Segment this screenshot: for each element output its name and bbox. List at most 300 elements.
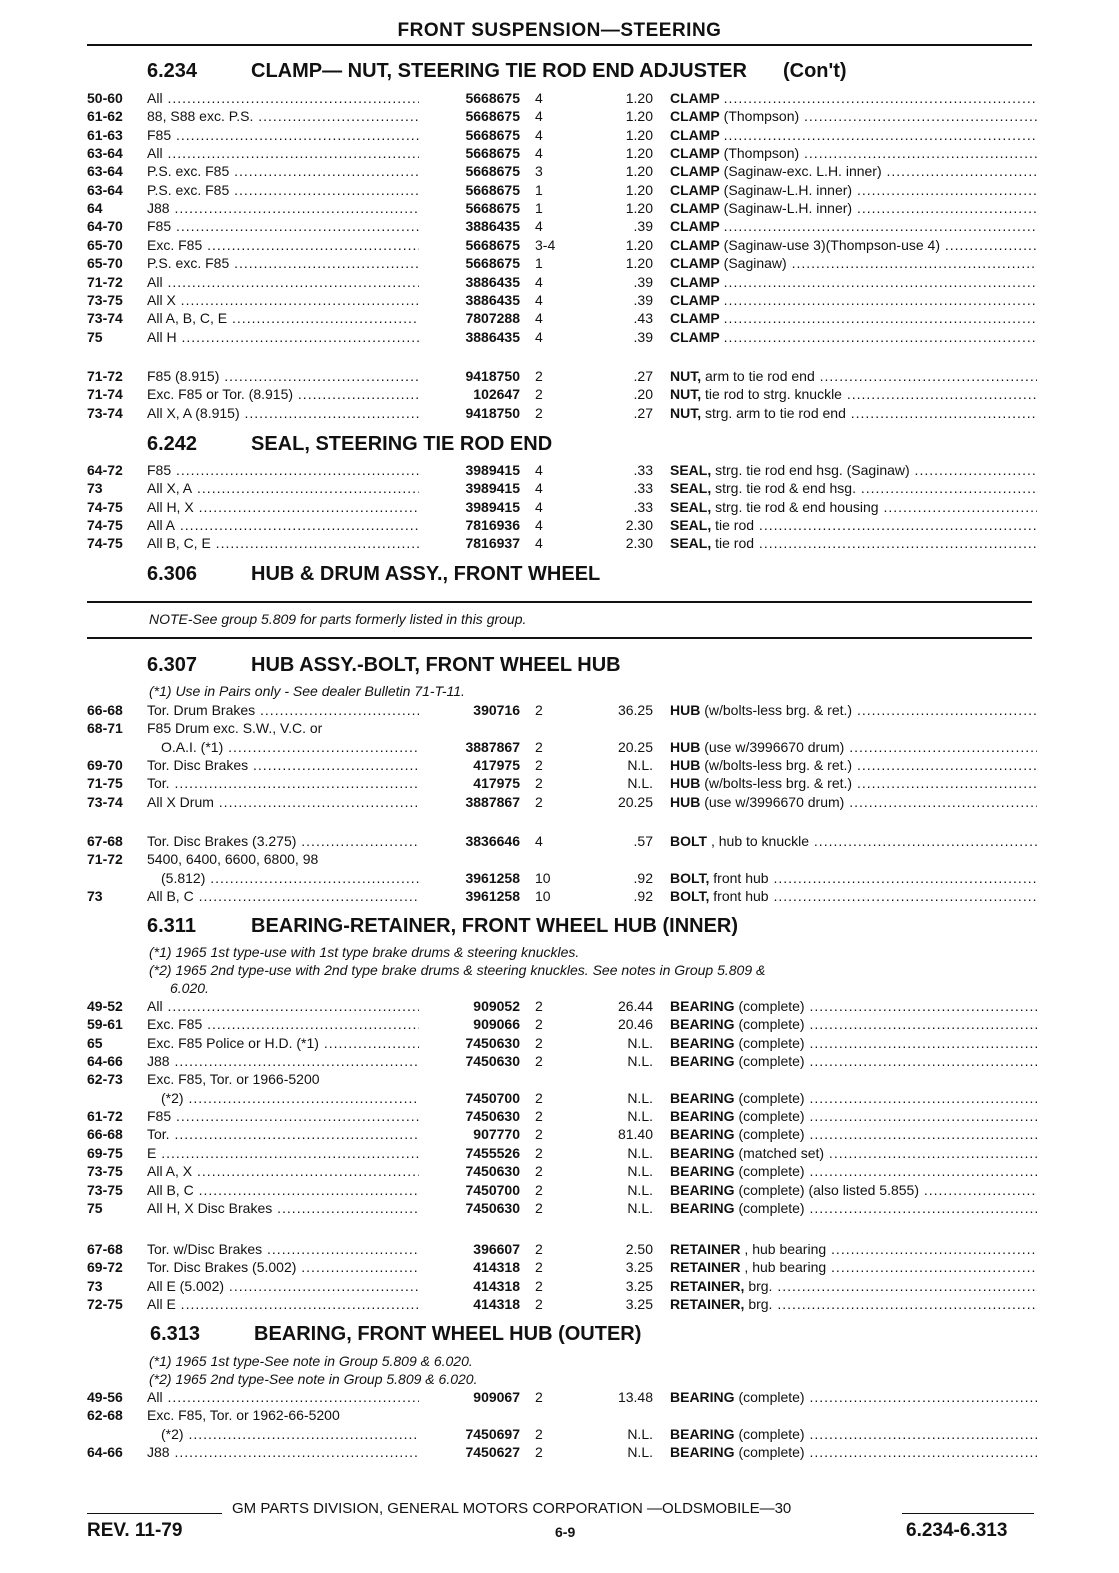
part-description <box>670 385 1037 404</box>
section-title <box>147 915 738 938</box>
year-range: 67-68 <box>87 833 123 849</box>
model-applicability: All X, A (8.915) ..... <box>147 404 419 423</box>
year-range: 64-72 <box>87 462 123 478</box>
part-description <box>670 162 1037 181</box>
year-range: 73-74 <box>87 793 123 810</box>
section-number: 6.242 <box>147 433 198 455</box>
part-detail: (Saginaw) <box>723 255 787 272</box>
part-number: 3886435 <box>465 291 520 308</box>
model-applicability: Exc. F85 Police or H.D. (*1) ..... <box>147 1034 419 1053</box>
price: 1.20 <box>625 108 653 125</box>
part-name: BEARING <box>670 1108 735 1125</box>
part-detail: (use w/3996670 drum) <box>704 793 845 810</box>
table-row <box>87 1034 1037 1053</box>
section-title <box>147 60 847 83</box>
part-detail: strg. arm to tie rod end <box>705 404 846 421</box>
quantity: 4 <box>535 310 543 327</box>
model-applicability: All ..... <box>147 997 419 1016</box>
quantity: 2 <box>535 1259 543 1276</box>
year-range: 69-75 <box>87 1144 123 1161</box>
quantity: 2 <box>535 775 543 792</box>
part-detail: (Saginaw-use 3)(Thompson-use 4) <box>723 236 940 253</box>
year-range: 66-68 <box>87 1126 123 1143</box>
year-range: 73 <box>87 888 103 905</box>
part-number: 7816936 <box>465 517 520 534</box>
part-name: BEARING <box>670 998 735 1014</box>
section-note: NOTE-See group 5.809 for parts formerly listed in this group. <box>149 611 527 627</box>
section-number: 6.234 <box>147 60 198 82</box>
year-range: 64-66 <box>87 1053 123 1070</box>
part-name: HUB <box>670 775 701 792</box>
part-number: 3886435 <box>465 218 520 235</box>
model-applicability: Tor. Disc Brakes (5.002) ..... <box>147 1258 419 1277</box>
part-detail: , hub bearing <box>744 1259 827 1276</box>
model-applicability: All B, C ..... <box>147 887 419 906</box>
table-row <box>87 236 1037 255</box>
year-range: 74-75 <box>87 535 123 552</box>
year-range: 63-64 <box>87 145 123 162</box>
model-applicability: F85 ..... <box>147 126 419 145</box>
part-description <box>670 1240 1037 1259</box>
part-number: 5668675 <box>465 126 520 143</box>
model-applicability: Exc. F85 or Tor. (8.915) ..... <box>147 385 419 404</box>
model-applicability: O.A.I. (*1) ..... <box>161 738 419 757</box>
table-row <box>87 217 1037 236</box>
part-description <box>670 832 1037 851</box>
part-name: CLAMP <box>670 181 720 198</box>
quantity: 2 <box>535 1016 543 1033</box>
part-name: BEARING <box>670 1199 735 1216</box>
part-description <box>670 328 1037 347</box>
part-detail: (Saginaw-L.H. inner) <box>723 200 853 217</box>
year-range: 64-70 <box>87 218 123 235</box>
part-detail: (complete) <box>738 1053 805 1070</box>
part-number: 907770 <box>473 1126 520 1143</box>
year-range: 64 <box>87 200 103 217</box>
part-description <box>670 534 1037 553</box>
table-row <box>87 756 1037 775</box>
part-number: 417975 <box>473 775 520 792</box>
part-detail: (complete) <box>738 1089 805 1106</box>
part-name: CLAMP <box>670 90 720 106</box>
model-applicability: J88 ..... <box>147 1052 419 1071</box>
part-name: BEARING <box>670 1181 735 1198</box>
table-row <box>87 126 1037 145</box>
model-applicability: J88 ..... <box>147 199 419 218</box>
part-name: BEARING <box>670 1444 735 1461</box>
price: N.L. <box>627 1199 653 1216</box>
price: 1.20 <box>625 90 653 106</box>
section-note: 6.020. <box>170 980 209 996</box>
part-number: 3886435 <box>465 273 520 290</box>
part-name: NUT, <box>670 368 702 384</box>
footer-revision: REV. 11-79 <box>87 1520 183 1541</box>
part-number: 5668675 <box>465 163 520 180</box>
part-description <box>670 1295 1037 1314</box>
price: N.L. <box>627 1163 653 1180</box>
table-row <box>87 887 1037 906</box>
price: .33 <box>633 498 653 515</box>
part-name: BOLT, <box>670 888 710 905</box>
table-row <box>87 1125 1037 1144</box>
part-detail: (complete) <box>738 1199 805 1216</box>
table-row <box>87 181 1037 200</box>
price: N.L. <box>627 1089 653 1106</box>
part-description <box>670 199 1037 218</box>
year-range: 50-60 <box>87 90 123 106</box>
table-row <box>87 793 1037 812</box>
part-number: 909052 <box>473 998 520 1014</box>
quantity: 2 <box>535 386 543 403</box>
quantity: 4 <box>535 833 543 849</box>
price: 20.46 <box>617 1016 653 1033</box>
model-applicability: F85 ..... <box>147 217 419 236</box>
year-range: 69-70 <box>87 757 123 774</box>
part-number: 909067 <box>473 1389 520 1405</box>
part-description <box>670 479 1037 498</box>
price: N.L. <box>627 1425 653 1442</box>
part-detail: (complete) <box>738 998 805 1014</box>
price: N.L. <box>627 775 653 792</box>
model-applicability: Exc. F85, Tor. or 1966-5200 <box>147 1071 320 1088</box>
part-description <box>670 1277 1037 1296</box>
quantity: 2 <box>535 738 543 755</box>
quantity: 2 <box>535 1053 543 1070</box>
part-number: 9418750 <box>465 368 520 384</box>
page-header-title: FRONT SUSPENSION—STEERING <box>397 20 722 41</box>
table-row <box>87 1144 1037 1163</box>
price: 1.20 <box>625 181 653 198</box>
quantity: 2 <box>535 702 543 718</box>
quantity: 2 <box>535 793 543 810</box>
model-applicability: Tor. ..... <box>147 1125 419 1144</box>
price: .27 <box>633 368 653 384</box>
model-applicability: All H, X Disc Brakes ..... <box>147 1199 419 1218</box>
part-description <box>670 774 1037 793</box>
model-applicability: Tor. Disc Brakes (3.275) ..... <box>147 832 419 851</box>
year-range: 73-75 <box>87 291 123 308</box>
price: .39 <box>633 328 653 345</box>
price: .92 <box>633 869 653 886</box>
part-detail: (use w/3996670 drum) <box>704 738 845 755</box>
table-row <box>87 328 1037 347</box>
part-description <box>670 1125 1037 1144</box>
quantity: 4 <box>535 517 543 534</box>
part-number: 5668675 <box>465 255 520 272</box>
quantity: 4 <box>535 498 543 515</box>
table-row <box>87 498 1037 517</box>
part-name: BEARING <box>670 1144 735 1161</box>
table-row <box>87 1406 1037 1425</box>
part-detail: strg. tie rod & end housing <box>715 498 879 515</box>
part-description <box>670 738 1037 757</box>
quantity: 2 <box>535 998 543 1014</box>
part-description <box>670 1443 1037 1462</box>
model-applicability: All X ..... <box>147 291 419 310</box>
part-description <box>670 869 1037 888</box>
part-description <box>670 887 1037 906</box>
footer-rule-left <box>87 1513 222 1514</box>
year-range: 71-72 <box>87 368 123 384</box>
part-detail: arm to tie rod end <box>705 368 815 384</box>
year-range: 71-74 <box>87 386 123 403</box>
price: 1.20 <box>625 200 653 217</box>
price: 20.25 <box>617 738 653 755</box>
model-applicability: E ..... <box>147 1144 419 1163</box>
price: N.L. <box>627 1144 653 1161</box>
section-title <box>150 1323 641 1346</box>
part-number: 3961258 <box>465 869 520 886</box>
part-description <box>670 144 1037 163</box>
part-description <box>670 516 1037 535</box>
price: .39 <box>633 218 653 235</box>
part-detail: (Saginaw-L.H. inner) <box>723 181 853 198</box>
part-number: 3961258 <box>465 888 520 905</box>
part-detail: (complete) <box>738 1108 805 1125</box>
part-name: HUB <box>670 702 701 718</box>
part-detail: (complete) (also listed 5.855) <box>738 1181 919 1198</box>
price: 3.25 <box>625 1296 653 1313</box>
part-detail: (Thompson) <box>723 108 800 125</box>
part-detail: (w/bolts-less brg. & ret.) <box>704 775 853 792</box>
section-note: (*1) 1965 1st type-use with 1st type brake drums & steering knuckles. <box>149 944 580 960</box>
part-description <box>670 1388 1037 1407</box>
part-name: CLAMP <box>670 236 720 253</box>
part-name: BEARING <box>670 1389 735 1405</box>
section-number: 6.306 <box>147 563 198 585</box>
price: 26.44 <box>617 998 653 1014</box>
price: 1.20 <box>625 255 653 272</box>
year-range: 73 <box>87 1277 103 1294</box>
price: 2.30 <box>625 517 653 534</box>
part-description <box>670 793 1037 812</box>
part-number: 414318 <box>473 1259 520 1276</box>
part-description <box>670 181 1037 200</box>
part-number: 3886435 <box>465 328 520 345</box>
part-number: 7450630 <box>465 1034 520 1051</box>
part-name: BOLT <box>670 833 708 849</box>
part-detail: brg. <box>748 1296 773 1313</box>
part-description <box>670 217 1037 236</box>
model-applicability: Exc. F85, Tor. or 1962-66-5200 <box>147 1407 340 1424</box>
note-rule-top <box>87 601 1032 603</box>
part-name: SEAL, <box>670 480 712 497</box>
part-number: 5668675 <box>465 145 520 162</box>
price: .57 <box>633 833 653 849</box>
part-description <box>670 1089 1037 1108</box>
part-detail: , hub to knuckle <box>710 833 810 849</box>
quantity: 4 <box>535 535 543 552</box>
table-row <box>87 144 1037 163</box>
part-name: BOLT, <box>670 869 710 886</box>
part-number: 7455526 <box>465 1144 520 1161</box>
part-description <box>670 89 1037 108</box>
table-row <box>87 1089 1037 1108</box>
year-range: 61-72 <box>87 1108 123 1125</box>
model-applicability: F85 (8.915) ..... <box>147 367 419 386</box>
part-number: 7450630 <box>465 1163 520 1180</box>
part-name: HUB <box>670 757 701 774</box>
table-row <box>87 1015 1037 1034</box>
quantity: 2 <box>535 368 543 384</box>
part-name: SEAL, <box>670 535 712 552</box>
part-name: CLAMP <box>670 310 720 327</box>
model-applicability: 5400, 6400, 6600, 6800, 98 <box>147 851 319 868</box>
model-applicability: All A ..... <box>147 516 419 535</box>
table-row <box>87 1295 1037 1314</box>
model-applicability: P.S. exc. F85 ..... <box>147 162 419 181</box>
table-row <box>87 479 1037 498</box>
part-name: SEAL, <box>670 462 712 478</box>
part-number: 414318 <box>473 1296 520 1313</box>
quantity: 2 <box>535 1034 543 1051</box>
model-applicability: All B, C ..... <box>147 1181 419 1200</box>
part-description <box>670 126 1037 145</box>
table-row <box>87 850 1037 869</box>
quantity: 4 <box>535 328 543 345</box>
price: .39 <box>633 291 653 308</box>
price: 13.48 <box>617 1389 653 1405</box>
part-description <box>670 701 1037 720</box>
part-name: RETAINER, <box>670 1296 745 1313</box>
section-note: (*1) 1965 1st type-See note in Group 5.809 & 6.020. <box>149 1353 473 1369</box>
part-number: 7450630 <box>465 1199 520 1216</box>
table-row <box>87 89 1037 108</box>
part-name: BEARING <box>670 1126 735 1143</box>
part-description <box>670 404 1037 423</box>
part-number: 7450627 <box>465 1444 520 1461</box>
footer-group-range: 6.234-6.313 <box>906 1520 1008 1541</box>
part-description <box>670 1107 1037 1126</box>
price: 1.20 <box>625 126 653 143</box>
part-description <box>670 997 1037 1016</box>
model-applicability: Exc. F85 ..... <box>147 1015 419 1034</box>
quantity: 2 <box>535 1199 543 1216</box>
quantity: 2 <box>535 1126 543 1143</box>
table-row <box>87 404 1037 423</box>
quantity: 4 <box>535 291 543 308</box>
part-name: BEARING <box>670 1163 735 1180</box>
year-range: 75 <box>87 328 103 345</box>
part-detail: (w/bolts-less brg. & ret.) <box>704 757 853 774</box>
quantity: 10 <box>535 869 551 886</box>
price: .43 <box>633 310 653 327</box>
quantity: 2 <box>535 757 543 774</box>
table-row <box>87 1258 1037 1277</box>
part-number: 390716 <box>473 702 520 718</box>
table-row <box>87 832 1037 851</box>
year-range: 74-75 <box>87 498 123 515</box>
section-number: 6.311 <box>147 915 196 937</box>
year-range: 62-68 <box>87 1407 123 1424</box>
part-number: 7450700 <box>465 1181 520 1198</box>
quantity: 10 <box>535 888 551 905</box>
year-range: 65-70 <box>87 255 123 272</box>
part-name: CLAMP <box>670 291 720 308</box>
part-number: 5668675 <box>465 236 520 253</box>
table-row <box>87 1425 1037 1444</box>
part-number: 7807288 <box>465 310 520 327</box>
model-applicability: (*2) ..... <box>161 1425 419 1444</box>
section-title <box>147 433 552 456</box>
part-number: 417975 <box>473 757 520 774</box>
table-row <box>87 367 1037 386</box>
part-name: CLAMP <box>670 255 720 272</box>
part-number: 414318 <box>473 1277 520 1294</box>
model-applicability: (5.812) ..... <box>161 869 419 888</box>
part-description <box>670 273 1037 292</box>
quantity: 2 <box>535 1241 543 1257</box>
quantity: 4 <box>535 218 543 235</box>
part-name: CLAMP <box>670 200 720 217</box>
part-name: RETAINER <box>670 1259 741 1276</box>
year-range: 73 <box>87 480 103 497</box>
model-applicability: Exc. F85 ..... <box>147 236 419 255</box>
part-name: CLAMP <box>670 108 720 125</box>
section-title <box>147 563 600 586</box>
year-range: 59-61 <box>87 1016 123 1033</box>
year-range: 73-74 <box>87 404 123 421</box>
part-description <box>670 1162 1037 1181</box>
table-row <box>87 461 1037 480</box>
footer-page-number: 6-9 <box>555 1524 576 1540</box>
model-applicability: All ..... <box>147 144 419 163</box>
quantity: 4 <box>535 90 543 106</box>
model-applicability: J88 ..... <box>147 1443 419 1462</box>
part-name: BEARING <box>670 1053 735 1070</box>
quantity: 1 <box>535 255 543 272</box>
model-applicability: (*2) ..... <box>161 1089 419 1108</box>
table-row <box>87 1070 1037 1089</box>
quantity: 2 <box>535 1144 543 1161</box>
part-number: 5668675 <box>465 108 520 125</box>
model-applicability: Tor. ..... <box>147 774 419 793</box>
part-number: 3989415 <box>465 480 520 497</box>
quantity: 3 <box>535 163 543 180</box>
part-detail: (complete) <box>738 1126 805 1143</box>
part-detail: tie rod <box>715 535 755 552</box>
year-range: 63-64 <box>87 163 123 180</box>
section-title <box>147 654 621 677</box>
quantity: 4 <box>535 126 543 143</box>
model-applicability: All B, C, E ..... <box>147 534 419 553</box>
price: N.L. <box>627 1034 653 1051</box>
table-row <box>87 291 1037 310</box>
part-number: 102647 <box>473 386 520 403</box>
quantity: 4 <box>535 462 543 478</box>
price: .33 <box>633 480 653 497</box>
section-name: BEARING, FRONT WHEEL HUB (OUTER) <box>254 1323 642 1345</box>
price: 2.50 <box>625 1241 653 1257</box>
price: 81.40 <box>617 1126 653 1143</box>
part-name: BEARING <box>670 1425 735 1442</box>
table-row <box>87 309 1037 328</box>
model-applicability: 88, S88 exc. P.S. ..... <box>147 107 419 126</box>
quantity: 2 <box>535 404 543 421</box>
part-detail: tie rod <box>715 517 755 534</box>
quantity: 2 <box>535 1389 543 1405</box>
part-number: 3887867 <box>465 738 520 755</box>
part-name: RETAINER, <box>670 1277 745 1294</box>
model-applicability: F85 ..... <box>147 1107 419 1126</box>
part-detail: (Saginaw-exc. L.H. inner) <box>723 163 882 180</box>
part-detail: (complete) <box>738 1163 805 1180</box>
part-detail: (complete) <box>738 1389 805 1405</box>
part-detail: strg. tie rod & end hsg. <box>715 480 856 497</box>
part-description <box>670 107 1037 126</box>
year-range: 69-72 <box>87 1259 123 1276</box>
part-number: 7450630 <box>465 1108 520 1125</box>
